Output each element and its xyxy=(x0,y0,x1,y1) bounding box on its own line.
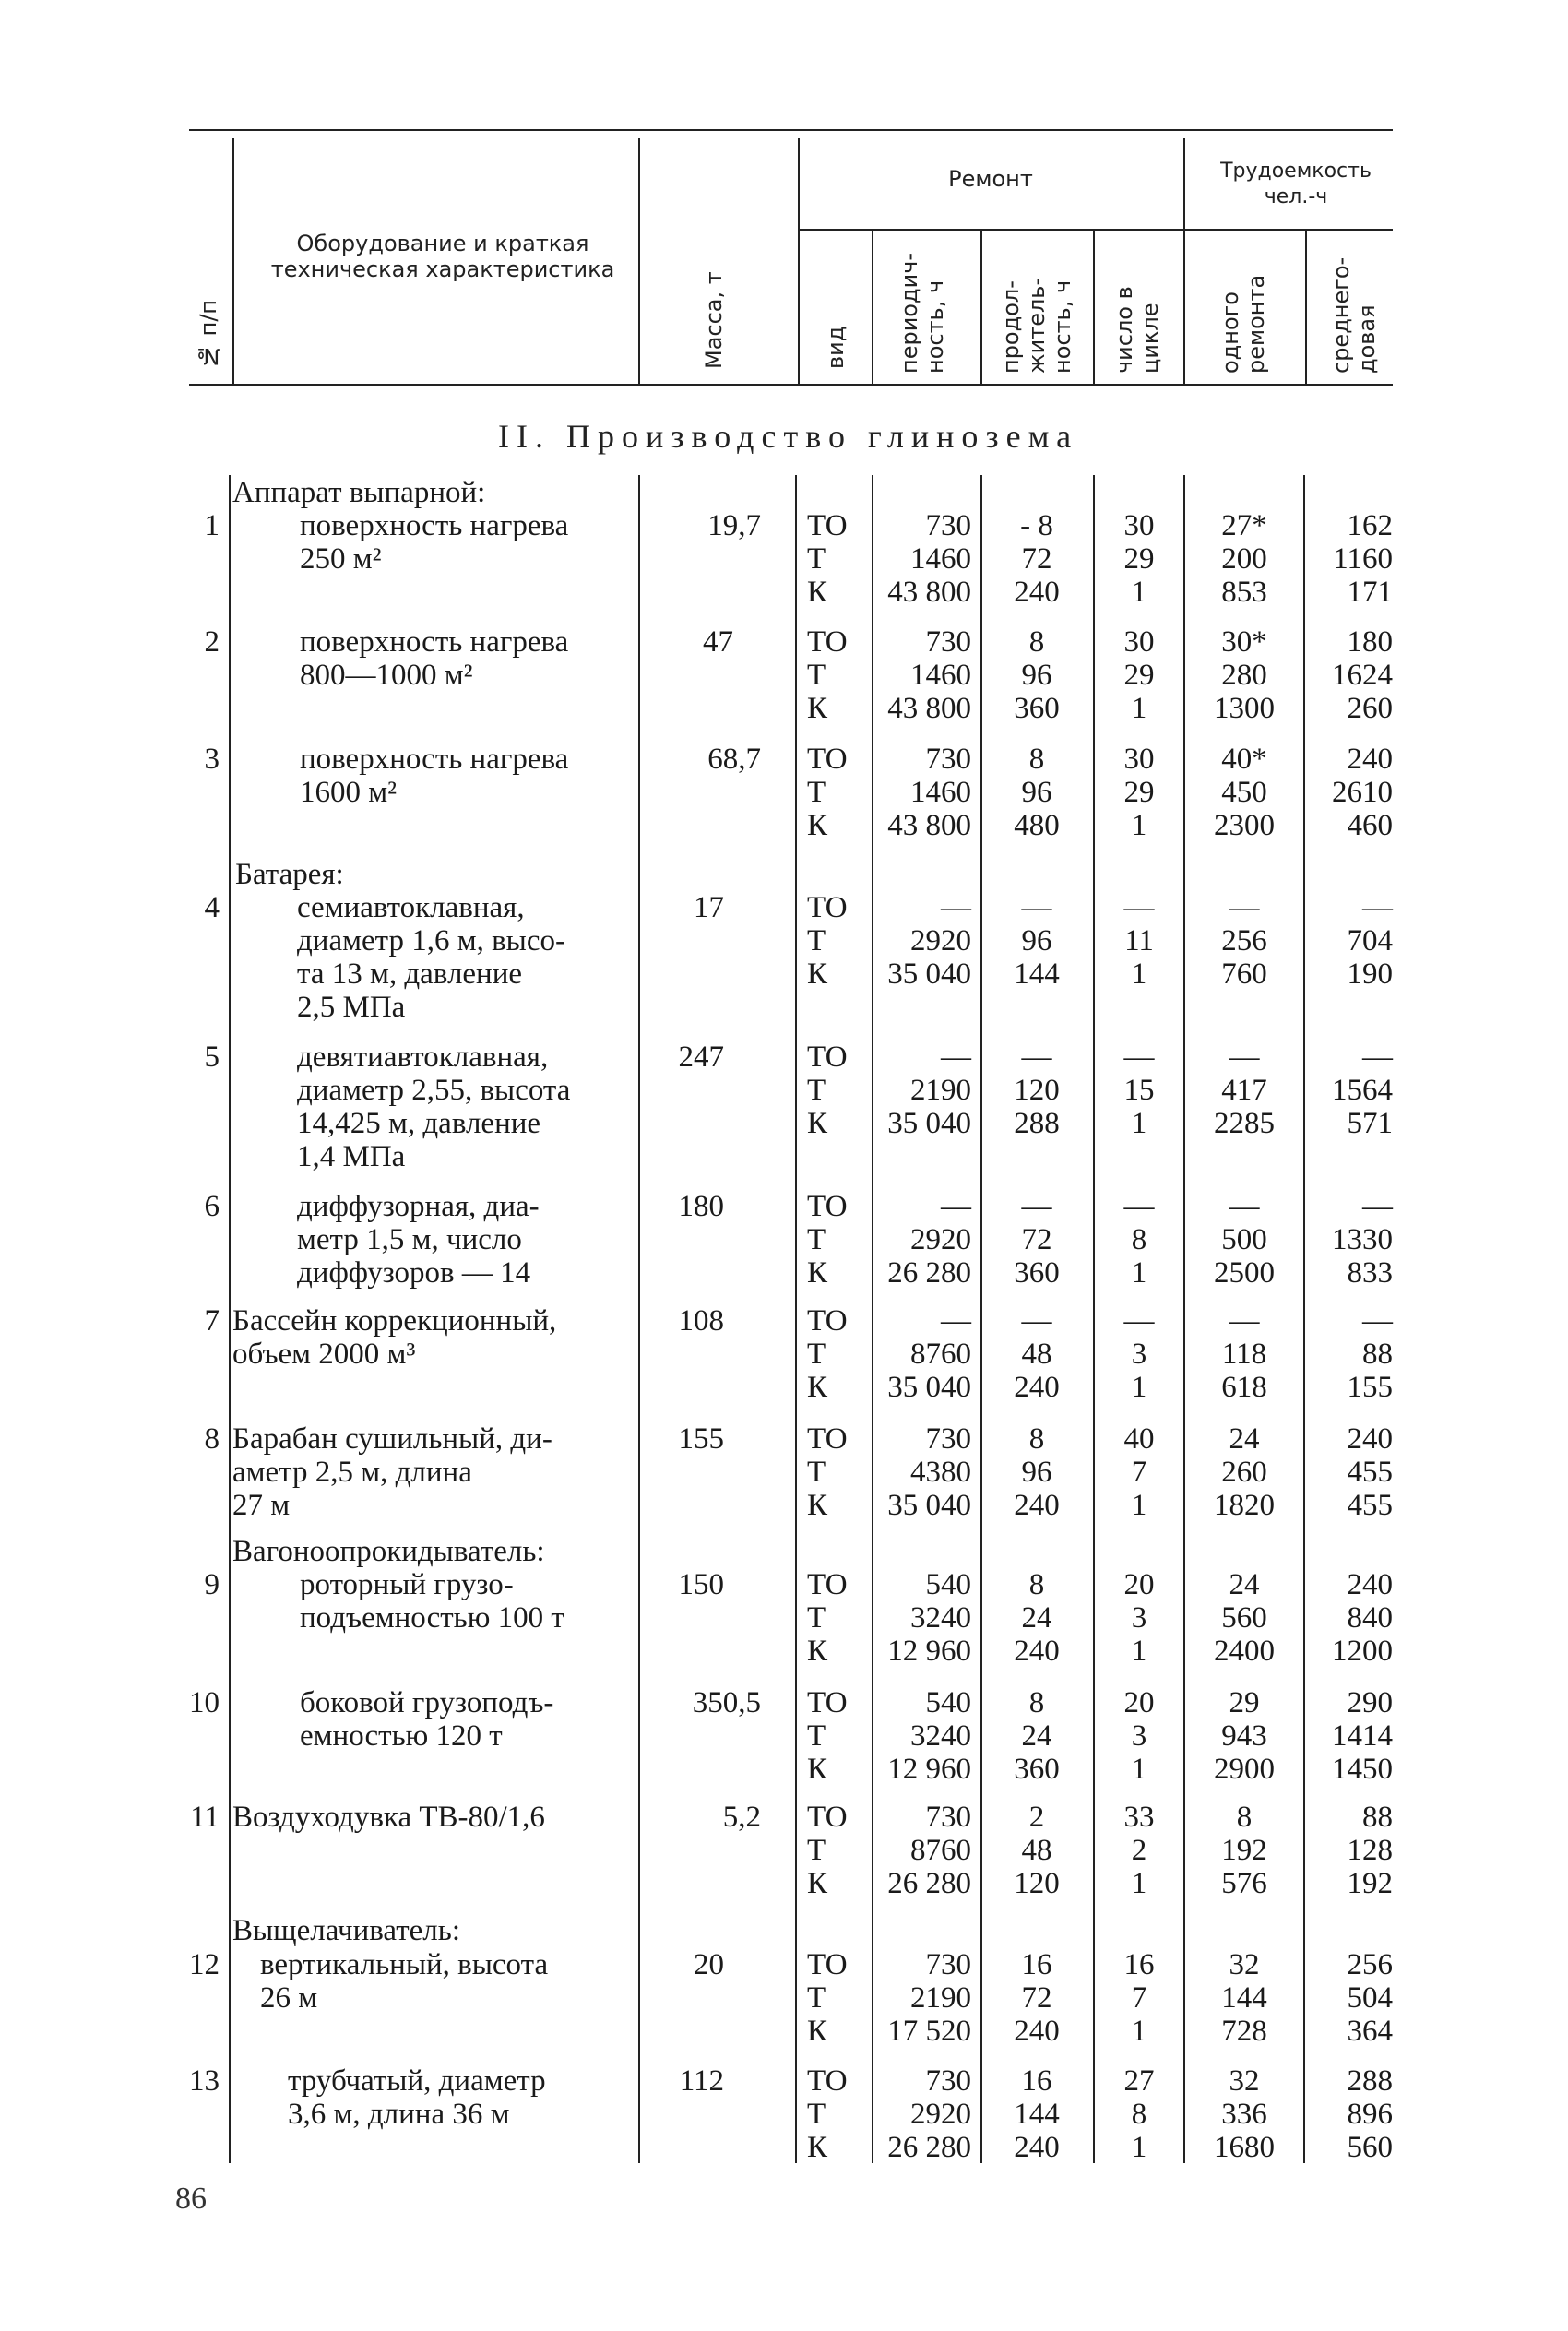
body-col-line-7 xyxy=(1183,475,1185,2163)
row-count: 27 8 1 xyxy=(1123,2064,1155,2164)
row-mass: 17 xyxy=(694,891,724,924)
row-duration: — 96 144 xyxy=(1014,891,1060,991)
row-desc: Барабан сушильный, ди- аметр 2,5 м, длина 27 м xyxy=(232,1422,552,1522)
row-num: 9 xyxy=(204,1568,220,1601)
row-one: — 118 618 xyxy=(1221,1304,1267,1404)
header-num: № п/п xyxy=(196,299,221,369)
row-duration: — 48 240 xyxy=(1014,1304,1060,1404)
row-period: 730 2190 17 520 xyxy=(887,1948,971,2048)
row-one: — 417 2285 xyxy=(1214,1041,1275,1140)
row-duration: 2 48 120 xyxy=(1014,1801,1060,1900)
row-duration: 8 96 240 xyxy=(1014,1422,1060,1522)
row-period: — 2920 26 280 xyxy=(887,1190,971,1290)
row-types: ТО Т К xyxy=(807,509,848,609)
header-bottom-rule xyxy=(189,384,1393,386)
row-avg: 288 896 560 xyxy=(1347,2064,1393,2164)
row-count: — 15 1 xyxy=(1123,1041,1155,1140)
row-duration: 16 72 240 xyxy=(1014,1948,1060,2048)
row-desc: поверхность нагрева 250 м² xyxy=(300,509,569,576)
row-count: 20 3 1 xyxy=(1123,1686,1155,1786)
row-avg: — 88 155 xyxy=(1347,1304,1393,1404)
header-mass: Масса, т xyxy=(701,271,727,369)
row-one: 24 260 1820 xyxy=(1214,1422,1275,1522)
row-avg: 240 2610 460 xyxy=(1332,743,1393,842)
row-mass: 47 xyxy=(703,625,733,659)
row-desc: боковой грузоподъ- емностью 120 т xyxy=(300,1686,554,1753)
row-avg: 240 840 1200 xyxy=(1332,1568,1393,1668)
row-period: 730 1460 43 800 xyxy=(887,625,971,725)
row-one: 32 144 728 xyxy=(1221,1948,1267,2048)
row-count: 16 7 1 xyxy=(1123,1948,1155,2048)
header-top-rule xyxy=(189,129,1393,131)
page-number: 86 xyxy=(175,2182,207,2216)
row-mass: 150 xyxy=(678,1568,724,1601)
row-num: 10 xyxy=(189,1686,220,1719)
header-avg-year: среднего- довая xyxy=(1328,256,1380,374)
row-one: — 500 2500 xyxy=(1214,1190,1275,1290)
row-one: 29 943 2900 xyxy=(1214,1686,1275,1786)
row-num: 13 xyxy=(189,2064,220,2098)
row-one: 8 192 576 xyxy=(1221,1801,1267,1900)
row-types: ТО Т К xyxy=(807,1041,848,1140)
row-types: ТО Т К xyxy=(807,2064,848,2164)
row-duration: 8 96 360 xyxy=(1014,625,1060,725)
header-one-repair: одного ремонта xyxy=(1218,274,1269,374)
group-label: Аппарат выпарной: xyxy=(232,476,486,509)
row-num: 8 xyxy=(204,1422,220,1456)
body-col-line-1 xyxy=(229,475,231,2163)
body-col-line-3 xyxy=(795,475,797,2163)
col-line-6 xyxy=(1093,229,1095,384)
row-avg: — 704 190 xyxy=(1347,891,1393,991)
row-types: ТО Т К xyxy=(807,625,848,725)
row-period: 730 1460 43 800 xyxy=(887,743,971,842)
row-mass: 5,2 xyxy=(722,1801,761,1834)
body-col-line-4 xyxy=(872,475,873,2163)
group-label: Вагоноопрокидыватель: xyxy=(232,1535,545,1568)
body-col-line-8 xyxy=(1303,475,1305,2163)
row-mass: 180 xyxy=(678,1190,724,1223)
row-count: 33 2 1 xyxy=(1123,1801,1155,1900)
row-num: 11 xyxy=(190,1801,220,1834)
row-count: — 11 1 xyxy=(1123,891,1155,991)
body-col-line-6 xyxy=(1093,475,1095,2163)
row-num: 7 xyxy=(204,1304,220,1338)
row-desc: поверхность нагрева 1600 м² xyxy=(300,743,569,809)
row-mass: 20 xyxy=(694,1948,724,1981)
row-period: 730 8760 26 280 xyxy=(887,1801,971,1900)
group-label: Выщелачиватель: xyxy=(232,1914,460,1947)
body-col-line-5 xyxy=(980,475,982,2163)
row-mass: 68,7 xyxy=(707,743,761,776)
col-line-2 xyxy=(638,138,640,384)
row-count: 40 7 1 xyxy=(1123,1422,1155,1522)
row-duration: — 120 288 xyxy=(1014,1041,1060,1140)
row-avg: 180 1624 260 xyxy=(1332,625,1393,725)
header-count: число в цикле xyxy=(1111,286,1163,374)
row-desc: Бассейн коррекционный, объем 2000 м³ xyxy=(232,1304,557,1371)
col-line-5 xyxy=(980,229,982,384)
row-one: 30* 280 1300 xyxy=(1214,625,1275,725)
header-duration: продол- житель- ность, ч xyxy=(998,277,1075,374)
row-types: ТО Т К xyxy=(807,1190,848,1290)
row-mass: 112 xyxy=(679,2064,724,2098)
row-types: ТО Т К xyxy=(807,1948,848,2048)
row-period: 730 4380 35 040 xyxy=(887,1422,971,1522)
row-one: 24 560 2400 xyxy=(1214,1568,1275,1668)
row-desc: диффузорная, диа- метр 1,5 м, число диффузоров — 14 xyxy=(297,1190,540,1290)
row-count: 30 29 1 xyxy=(1123,743,1155,842)
row-period: — 8760 35 040 xyxy=(887,1304,971,1404)
row-types: ТО Т К xyxy=(807,743,848,842)
row-desc: трубчатый, диаметр 3,6 м, длина 36 м xyxy=(288,2064,546,2131)
row-period: 730 2920 26 280 xyxy=(887,2064,971,2164)
col-line-1 xyxy=(232,138,234,384)
row-desc: Воздуходувка ТВ-80/1,6 xyxy=(232,1801,545,1834)
row-num: 12 xyxy=(189,1948,220,1981)
header-labor: Трудоемкость чел.-ч xyxy=(1220,160,1372,208)
row-period: 540 3240 12 960 xyxy=(887,1568,971,1668)
row-types: ТО Т К xyxy=(807,1304,848,1404)
header-period: периодич- ность, ч xyxy=(897,252,948,374)
row-period: — 2190 35 040 xyxy=(887,1041,971,1140)
row-desc: роторный грузо- подъемностью 100 т xyxy=(300,1568,564,1635)
row-duration: 8 96 480 xyxy=(1014,743,1060,842)
row-one: — 256 760 xyxy=(1221,891,1267,991)
row-avg: 240 455 455 xyxy=(1347,1422,1393,1522)
group-label: Батарея: xyxy=(235,858,344,891)
row-types: ТО Т К xyxy=(807,1686,848,1786)
row-desc: поверхность нагрева 800—1000 м² xyxy=(300,625,569,692)
row-count: 20 3 1 xyxy=(1123,1568,1155,1668)
body-col-line-2 xyxy=(638,475,640,2163)
col-line-8 xyxy=(1305,229,1307,384)
row-one: 40* 450 2300 xyxy=(1214,743,1275,842)
row-avg: — 1564 571 xyxy=(1332,1041,1393,1140)
header-type: вид xyxy=(823,326,849,369)
row-num: 3 xyxy=(204,743,220,776)
row-mass: 19,7 xyxy=(707,509,761,542)
row-duration: — 72 360 xyxy=(1014,1190,1060,1290)
row-duration: 8 24 360 xyxy=(1014,1686,1060,1786)
row-mass: 350,5 xyxy=(692,1686,761,1719)
row-period: 540 3240 12 960 xyxy=(887,1686,971,1786)
header-equipment: Оборудование и краткая техническая характеристика xyxy=(270,231,615,282)
row-avg: 162 1160 171 xyxy=(1333,509,1393,609)
row-avg: 88 128 192 xyxy=(1347,1801,1393,1900)
row-one: 27* 200 853 xyxy=(1221,509,1267,609)
row-types: ТО Т К xyxy=(807,1568,848,1668)
row-num: 2 xyxy=(204,625,220,659)
row-duration: 8 24 240 xyxy=(1014,1568,1060,1668)
row-num: 6 xyxy=(204,1190,220,1223)
row-duration: - 8 72 240 xyxy=(1014,509,1060,609)
row-types: ТО Т К xyxy=(807,891,848,991)
header-sub-rule xyxy=(798,229,1393,231)
row-desc: вертикальный, высота 26 м xyxy=(260,1948,549,2015)
row-mass: 155 xyxy=(678,1422,724,1456)
header-repair: Ремонт xyxy=(948,166,1033,192)
row-mass: 108 xyxy=(678,1304,724,1338)
row-count: — 8 1 xyxy=(1123,1190,1155,1290)
row-desc: девятиавтоклавная, диаметр 2,55, высота 14,425 м, давление 1,4 МПа xyxy=(297,1041,571,1173)
row-period: — 2920 35 040 xyxy=(887,891,971,991)
row-one: 32 336 1680 xyxy=(1214,2064,1275,2164)
row-types: ТО Т К xyxy=(807,1422,848,1522)
col-line-7 xyxy=(1183,138,1185,384)
row-desc: семиавтоклавная, диаметр 1,6 м, высо- та 13 м, давление 2,5 МПа xyxy=(297,891,565,1024)
row-count: 30 29 1 xyxy=(1123,625,1155,725)
row-num: 1 xyxy=(204,509,220,542)
col-line-4 xyxy=(872,229,873,384)
row-types: ТО Т К xyxy=(807,1801,848,1900)
row-period: 730 1460 43 800 xyxy=(887,509,971,609)
row-count: — 3 1 xyxy=(1123,1304,1155,1404)
row-avg: 290 1414 1450 xyxy=(1332,1686,1393,1786)
row-mass: 247 xyxy=(678,1041,724,1074)
row-num: 5 xyxy=(204,1041,220,1074)
row-avg: — 1330 833 xyxy=(1332,1190,1393,1290)
section-title: II. Производство глинозема xyxy=(498,418,1079,455)
row-count: 30 29 1 xyxy=(1123,509,1155,609)
row-num: 4 xyxy=(204,891,220,924)
row-duration: 16 144 240 xyxy=(1014,2064,1060,2164)
row-avg: 256 504 364 xyxy=(1347,1948,1393,2048)
